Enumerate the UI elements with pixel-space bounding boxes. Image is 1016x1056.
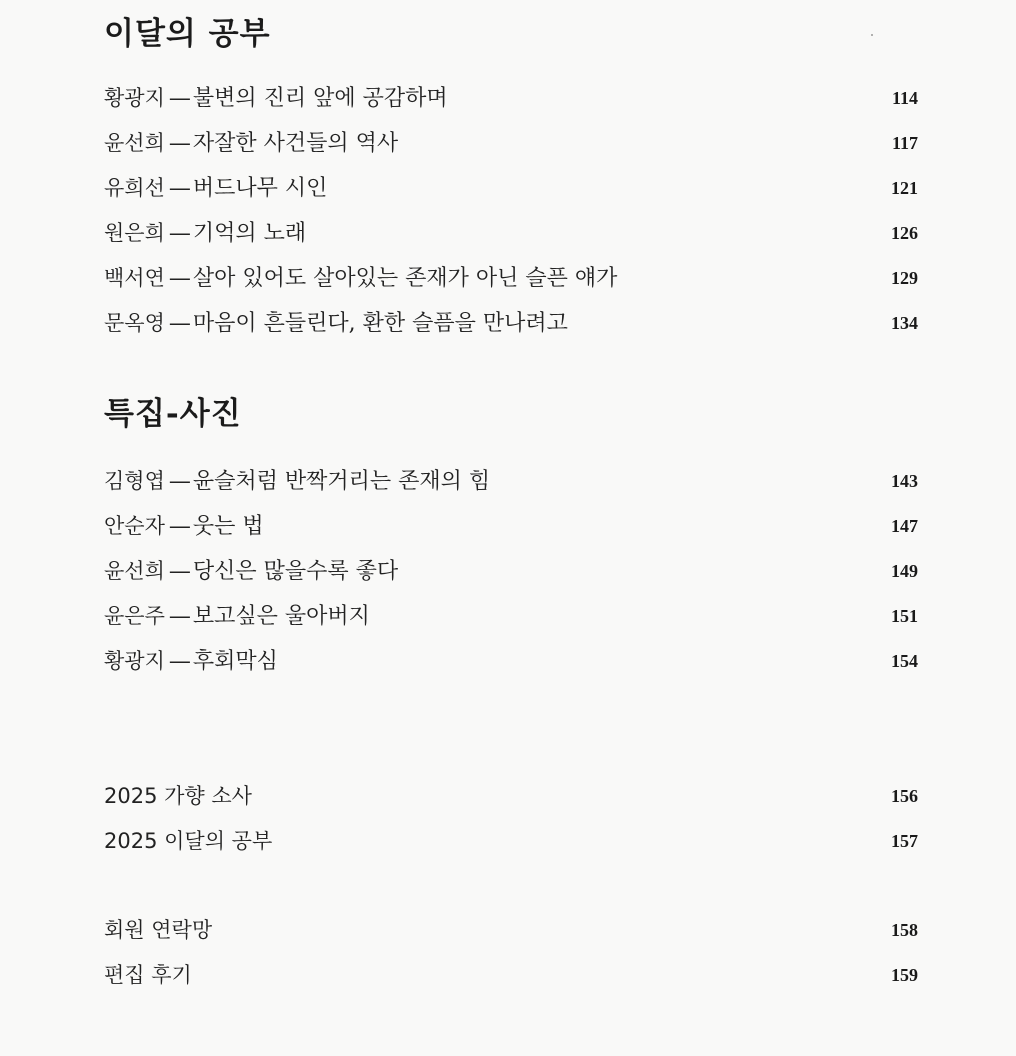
toc-entry-author: 윤선희 <box>104 131 165 155</box>
toc-entry <box>104 121 918 166</box>
scan-speck <box>871 34 873 36</box>
toc-entry-page-number: 126 <box>891 223 918 243</box>
toc-entry-page-number: 129 <box>891 268 918 288</box>
toc-entry-title: 윤슬처럼 반짝거리는 존재의 힘 <box>192 469 491 494</box>
toc-entry <box>104 908 918 953</box>
toc-entry-page-number: 156 <box>891 786 918 806</box>
toc-entry-label: 2025 가향 소사 <box>104 784 252 808</box>
toc-entry-dash: — <box>168 311 190 336</box>
toc-entry-label: 2025 이달의 공부 <box>104 829 273 853</box>
toc-entry-author: 황광지 <box>104 649 165 673</box>
toc-entry-page-number: 158 <box>891 920 918 940</box>
toc-entry-title: 보고싶은 울아버지 <box>192 604 370 629</box>
toc-entry-page-number: 134 <box>891 313 918 333</box>
toc-entry-dash: — <box>168 469 190 494</box>
toc-entry-page-number: 147 <box>891 516 918 536</box>
toc-entry-dash: — <box>168 604 190 629</box>
toc-entry-author: 윤선희 <box>104 559 165 583</box>
toc-entry-title: 기억의 노래 <box>192 221 307 246</box>
toc-entry-dash: — <box>168 86 190 111</box>
toc-entry-author: 김형엽 <box>104 469 165 493</box>
toc-entry-title: 웃는 법 <box>192 514 264 539</box>
toc-entry <box>104 549 918 594</box>
toc-entry-page-number: 151 <box>891 606 918 626</box>
toc-entry-dash: — <box>168 559 190 584</box>
toc-entry <box>104 819 918 864</box>
toc-entry-author: 유희선 <box>104 176 165 200</box>
toc-entry-page-number: 159 <box>891 965 918 985</box>
toc-entry-dash: — <box>168 649 190 674</box>
toc-entry-page-number: 157 <box>891 831 918 851</box>
toc-entry-author: 백서연 <box>104 266 165 290</box>
section-title-monthly-study: 이달의 공부 <box>104 16 271 52</box>
toc-entry-title: 마음이 흔들린다, 환한 슬픔을 만나려고 <box>192 311 568 336</box>
toc-entry-dash: — <box>168 221 190 246</box>
toc-entry-page-number: 114 <box>891 88 918 108</box>
toc-entry-page-number: 143 <box>891 471 918 491</box>
toc-entry-author: 문옥영 <box>104 311 165 335</box>
toc-entry <box>104 76 918 121</box>
toc-entry-dash: — <box>168 176 190 201</box>
toc-entry-dash: — <box>168 266 190 291</box>
toc-entry-page-number: 149 <box>891 561 918 581</box>
toc-list-appendix-history <box>104 774 918 864</box>
toc-entry <box>104 774 918 819</box>
toc-entry <box>104 639 918 684</box>
toc-entry-title: 자잘한 사건들의 역사 <box>192 131 399 156</box>
toc-list-monthly-study <box>104 76 918 346</box>
toc-entry-page-number: 154 <box>891 651 918 671</box>
toc-list-special-photo <box>104 459 918 684</box>
toc-entry-dash: — <box>168 514 190 539</box>
toc-entry <box>104 256 918 301</box>
toc-entry-dash: — <box>168 131 190 156</box>
toc-entry-author: 황광지 <box>104 86 165 110</box>
toc-entry <box>104 211 918 256</box>
toc-entry-title: 당신은 많을수록 좋다 <box>192 559 399 584</box>
toc-entry <box>104 504 918 549</box>
toc-entry-label: 편집 후기 <box>104 963 192 987</box>
toc-entry <box>104 301 918 346</box>
toc-entry-title: 불변의 진리 앞에 공감하며 <box>192 86 448 111</box>
toc-entry <box>104 953 918 998</box>
toc-entry-page-number: 121 <box>891 178 918 198</box>
toc-entry-author: 윤은주 <box>104 604 165 628</box>
toc-entry <box>104 594 918 639</box>
toc-entry-label: 회원 연락망 <box>104 918 213 942</box>
toc-entry <box>104 459 918 504</box>
section-title-special-photo: 특집-사진 <box>104 396 242 432</box>
toc-entry-author: 원은희 <box>104 221 165 245</box>
toc-entry-author: 안순자 <box>104 514 165 538</box>
toc-entry-title: 후회막심 <box>192 649 278 674</box>
toc-entry-title: 살아 있어도 살아있는 존재가 아닌 슬픈 얘가 <box>192 266 618 291</box>
toc-entry-page-number: 117 <box>891 133 918 153</box>
toc-list-appendix-members <box>104 908 918 998</box>
toc-entry <box>104 166 918 211</box>
toc-entry-title: 버드나무 시인 <box>192 176 328 201</box>
